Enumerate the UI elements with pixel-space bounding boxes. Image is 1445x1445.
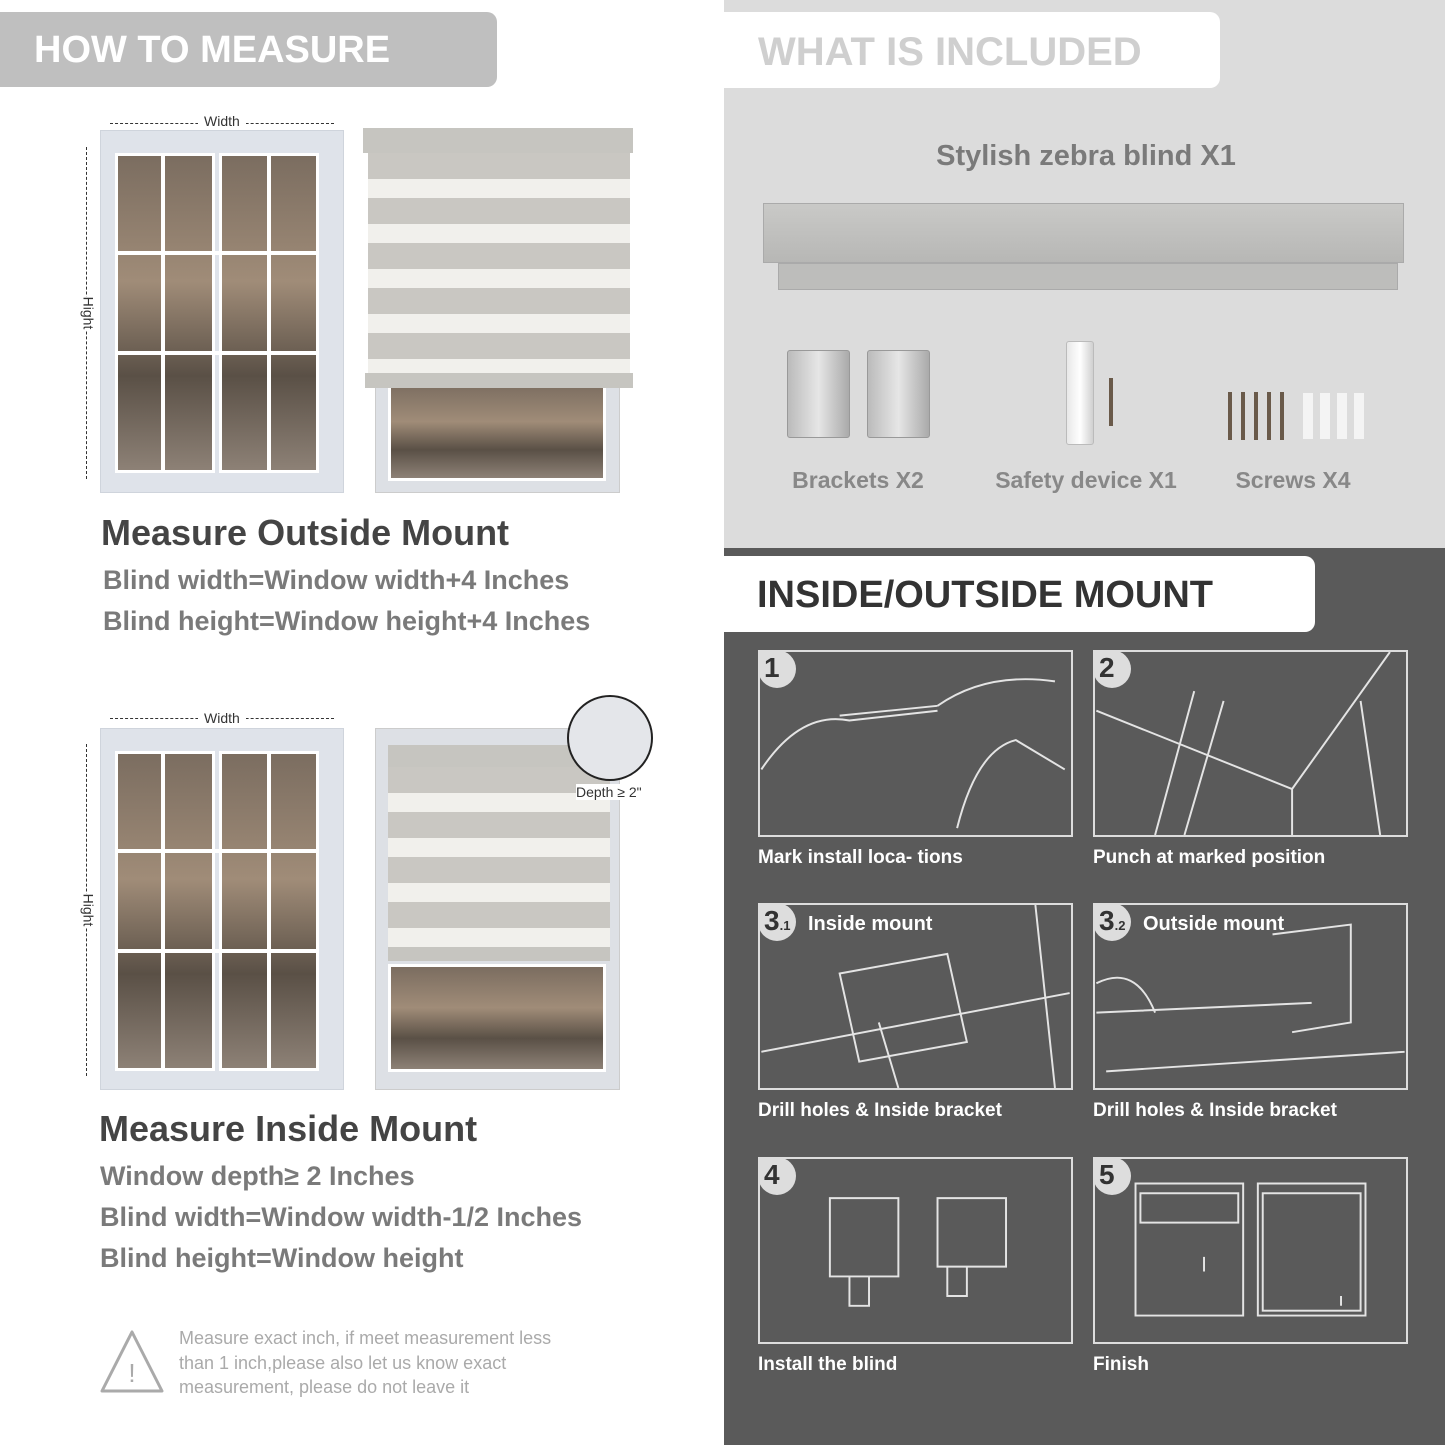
step-1-illustration [758, 650, 1073, 837]
step-5-illustration [758, 1157, 1073, 1344]
zebra-blind-rail-lower [778, 263, 1398, 290]
outside-height-rule: Blind height=Window height+4 Inches [103, 606, 591, 636]
step-number-badge [1093, 1157, 1131, 1195]
step-caption: Finish [1093, 1354, 1149, 1375]
warning-line: than 1 inch,please also let us know exact [179, 1352, 507, 1373]
screws-icon [1228, 392, 1288, 440]
width-label: Width [198, 710, 246, 726]
step-sketch-icon [1095, 652, 1406, 835]
step-number: 1 [764, 652, 780, 683]
step-subnumber: .2 [1114, 918, 1126, 933]
step-number: 2 [1099, 652, 1115, 683]
inside-mount-diagram [70, 700, 670, 1100]
outside-mount-title: Measure Outside Mount [101, 512, 510, 553]
warning-line: measurement, please do not leave it [179, 1377, 470, 1397]
main-item-label: Stylish zebra blind X1 [936, 140, 1236, 172]
step-sketch-icon [1095, 1159, 1406, 1342]
height-label: Hight [80, 296, 97, 330]
step-3-illustration [758, 903, 1073, 1090]
step-number: 5 [1099, 1159, 1115, 1190]
safety-device-icon [1066, 341, 1094, 445]
bracket-icon [787, 350, 850, 438]
mount-header [724, 556, 1315, 632]
step-number-badge [758, 903, 796, 941]
screw-icon [1109, 378, 1113, 426]
zebra-blind-rail [763, 203, 1404, 263]
step-caption: Install the blind [758, 1354, 898, 1375]
how-to-measure-header: HOW TO MEASURE [0, 12, 497, 87]
step-number-badge [758, 1157, 796, 1195]
step-6-illustration [1093, 1157, 1408, 1344]
step-sketch-icon [760, 652, 1071, 835]
warning-line: Measure exact inch, if meet measurement less [179, 1328, 552, 1348]
inside-depth-rule: Window depth≥ 2 Inches [100, 1161, 415, 1191]
svg-text:!: ! [128, 1358, 136, 1388]
step-subnumber: .1 [779, 918, 791, 933]
step-caption: Drill holes & Inside bracket [1093, 1100, 1337, 1121]
brackets-label: Brackets X2 [792, 467, 924, 493]
step-number: 3 [1099, 905, 1115, 936]
mount-header-text: INSIDE/OUTSIDE MOUNT [757, 574, 1214, 616]
step-title: Inside mount [808, 913, 933, 935]
step-caption: Drill holes & Inside bracket [758, 1100, 1002, 1121]
outside-width-rule: Blind width=Window width+4 Inches [103, 565, 570, 595]
inside-height-rule: Blind height=Window height [100, 1243, 464, 1273]
step-number: 3 [764, 905, 780, 936]
inside-width-rule: Blind width=Window width-1/2 Inches [100, 1202, 583, 1232]
height-label: Hight [80, 893, 97, 927]
safety-device-label: Safety device X1 [995, 467, 1177, 493]
screws-label: Screws X4 [1235, 467, 1351, 493]
included-header-text: WHAT IS INCLUDED [758, 30, 1142, 74]
outside-mount-diagram [70, 105, 650, 505]
inside-mount-title: Measure Inside Mount [99, 1108, 478, 1149]
warning-text [179, 1326, 551, 1400]
step-number: 4 [764, 1159, 780, 1190]
step-2-illustration [1093, 650, 1408, 837]
step-number-badge [758, 650, 796, 688]
included-header [724, 12, 1220, 88]
width-label: Width [198, 113, 246, 129]
step-caption: Punch at marked position [1093, 847, 1326, 868]
step-number-badge [1093, 903, 1131, 941]
wall-anchors-icon [1303, 393, 1369, 439]
depth-label: Depth ≥ 2" [576, 784, 642, 800]
step-number-badge [1093, 650, 1131, 688]
warning-triangle-icon [99, 1328, 165, 1394]
bracket-icon [867, 350, 930, 438]
step-4-illustration [1093, 903, 1408, 1090]
step-title: Outside mount [1143, 913, 1285, 935]
step-caption: Mark install loca- tions [758, 847, 963, 868]
step-sketch-icon [760, 1159, 1071, 1342]
